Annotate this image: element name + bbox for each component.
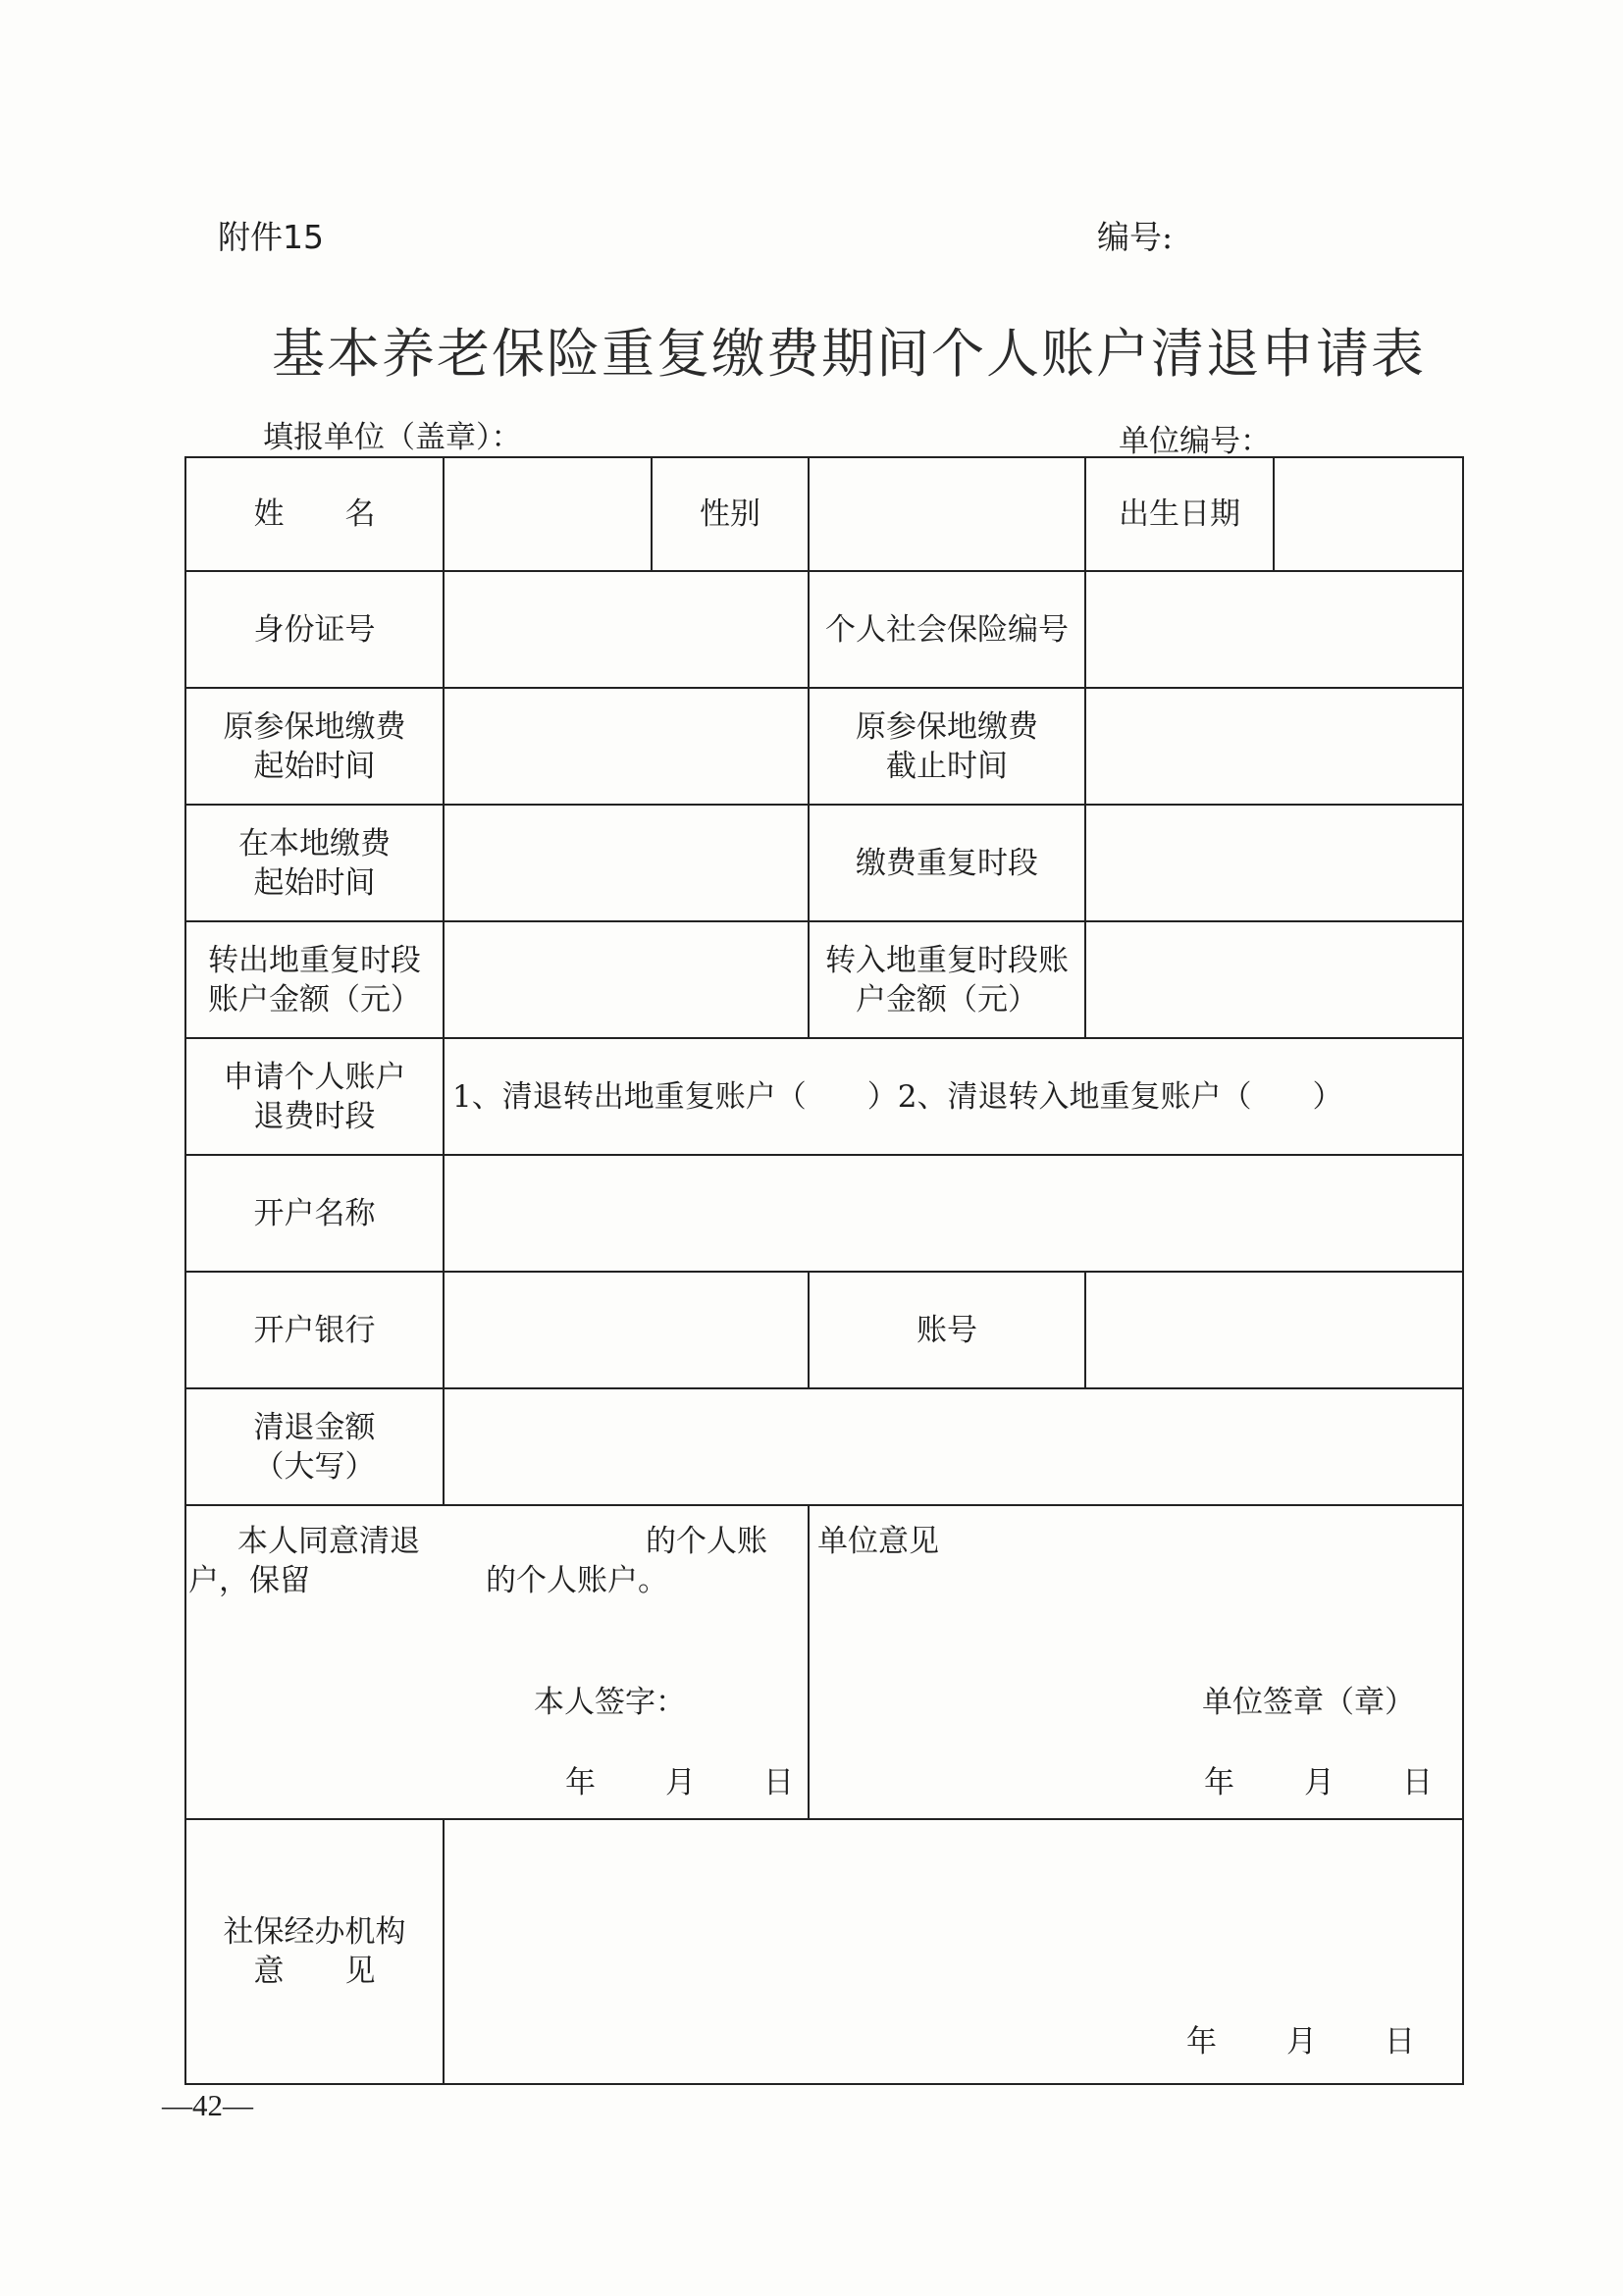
agency-date-day: 日 [1385, 2024, 1415, 2060]
unit-number-label: 单位编号： [1119, 424, 1271, 459]
unit-seal-label: 单位签章（章） [1202, 1685, 1415, 1720]
unit-opinion-cell [809, 1505, 1463, 1819]
consent-line-2-end: 的个人账户。 [486, 1563, 668, 1598]
local-start-label-line-2: 起始时间 [253, 864, 376, 901]
form-row-local-period [185, 805, 1463, 921]
id-number-label: 身份证号 [185, 571, 444, 688]
personal-date-month: 月 [665, 1765, 696, 1800]
unit-date-year: 年 [1204, 1765, 1234, 1800]
attachment-label: 附件15 [218, 218, 324, 256]
agency-opinion-label-line-2: 意 见 [253, 1954, 376, 1989]
refund-period-label-line-2: 退费时段 [253, 1098, 376, 1134]
unit-opinion-label: 单位意见 [817, 1524, 939, 1559]
personal-consent-cell [185, 1505, 809, 1819]
personal-signature-label: 本人签字： [534, 1685, 686, 1720]
refund-period-options [444, 1038, 1463, 1155]
form-row-id [185, 571, 1463, 688]
form-row-account-name [185, 1155, 1463, 1272]
form-row-original-period [185, 688, 1463, 805]
account-number-field[interactable] [1085, 1272, 1463, 1388]
bank-field[interactable] [444, 1272, 809, 1388]
refund-period-label-line-1: 申请个人账户 [223, 1059, 406, 1095]
refund-amount-field[interactable] [444, 1388, 1463, 1505]
name-field[interactable] [444, 457, 652, 571]
agency-date-month: 月 [1286, 2024, 1317, 2060]
gender-label: 性别 [652, 457, 809, 571]
original-end-label-line-2: 截止时间 [886, 748, 1008, 784]
refund-options-line [445, 1077, 1462, 1117]
original-start-label-line-1: 原参保地缴费 [223, 708, 406, 745]
account-number-label: 账号 [809, 1272, 1085, 1388]
form-row-agency-opinion [185, 1819, 1463, 2084]
id-number-field[interactable] [444, 571, 809, 688]
transfer-out-amount-field[interactable] [444, 921, 809, 1038]
name-label: 姓 名 [185, 457, 444, 571]
filler-unit-label: 填报单位（盖章）： [263, 420, 522, 455]
refund-amount-label [185, 1388, 444, 1505]
local-start-label-line-1: 在本地缴费 [238, 825, 391, 861]
bank-label: 开户银行 [185, 1272, 444, 1388]
page-number: —42— [162, 2088, 253, 2122]
social-insurance-number-field[interactable] [1085, 571, 1463, 688]
social-insurance-number-label: 个人社会保险编号 [809, 571, 1085, 688]
transfer-out-amount-label [185, 921, 444, 1038]
form-row-consent [185, 1505, 1463, 1819]
application-form-table [184, 456, 1464, 2085]
account-name-field[interactable] [444, 1155, 1463, 1272]
transfer-in-amount-label [809, 921, 1085, 1038]
agency-opinion-label [185, 1819, 444, 2084]
transfer-out-amount-label-line-2: 账户金额（元） [208, 981, 421, 1018]
birthdate-field[interactable] [1274, 457, 1463, 571]
original-end-label [809, 688, 1085, 805]
consent-line-1-end: 的个人账 [646, 1524, 767, 1559]
form-row-amounts [185, 921, 1463, 1038]
form-row-bank [185, 1272, 1463, 1388]
consent-line-2-start: 户，保留 [188, 1563, 310, 1598]
refund-amount-label-line-1: 清退金额 [253, 1409, 376, 1445]
unit-date-day: 日 [1402, 1765, 1433, 1800]
refund-period-label [185, 1038, 444, 1155]
original-start-label-line-2: 起始时间 [253, 748, 376, 784]
agency-opinion-label-line-1: 社保经办机构 [223, 1914, 406, 1950]
unit-date-month: 月 [1304, 1765, 1335, 1800]
form-row-refund-amount [185, 1388, 1463, 1505]
document-number-label: 编号: [1097, 218, 1174, 256]
transfer-in-amount-label-line-2: 户金额（元） [856, 981, 1038, 1018]
refund-option-transfer-out[interactable]: 1、清退转出地重复账户（ ） [452, 1078, 898, 1115]
duplicate-period-field[interactable] [1085, 805, 1463, 921]
agency-date-year: 年 [1186, 2024, 1217, 2060]
transfer-in-amount-field[interactable] [1085, 921, 1463, 1038]
refund-amount-label-line-2: （大写） [253, 1448, 376, 1485]
form-row-refund-period [185, 1038, 1463, 1155]
page-title: 基本养老保险重复缴费期间个人账户清退申请表 [272, 323, 1426, 385]
transfer-out-amount-label-line-1: 转出地重复时段 [208, 942, 421, 978]
local-start-label [185, 805, 444, 921]
personal-date-day: 日 [763, 1765, 794, 1800]
personal-date-year: 年 [565, 1765, 596, 1800]
transfer-in-amount-label-line-1: 转入地重复时段账 [825, 942, 1069, 978]
gender-field[interactable] [809, 457, 1085, 571]
consent-line-1-start: 本人同意清退 [237, 1524, 420, 1559]
form-row-basic [185, 457, 1463, 571]
refund-option-transfer-in[interactable]: 2、清退转入地重复账户（ ） [897, 1078, 1343, 1115]
duplicate-period-label: 缴费重复时段 [809, 805, 1085, 921]
birthdate-label: 出生日期 [1085, 457, 1274, 571]
agency-opinion-cell [444, 1819, 1463, 2084]
original-end-field[interactable] [1085, 688, 1463, 805]
original-start-label [185, 688, 444, 805]
original-start-field[interactable] [444, 688, 809, 805]
local-start-field[interactable] [444, 805, 809, 921]
original-end-label-line-1: 原参保地缴费 [856, 708, 1038, 745]
account-name-label: 开户名称 [185, 1155, 444, 1272]
